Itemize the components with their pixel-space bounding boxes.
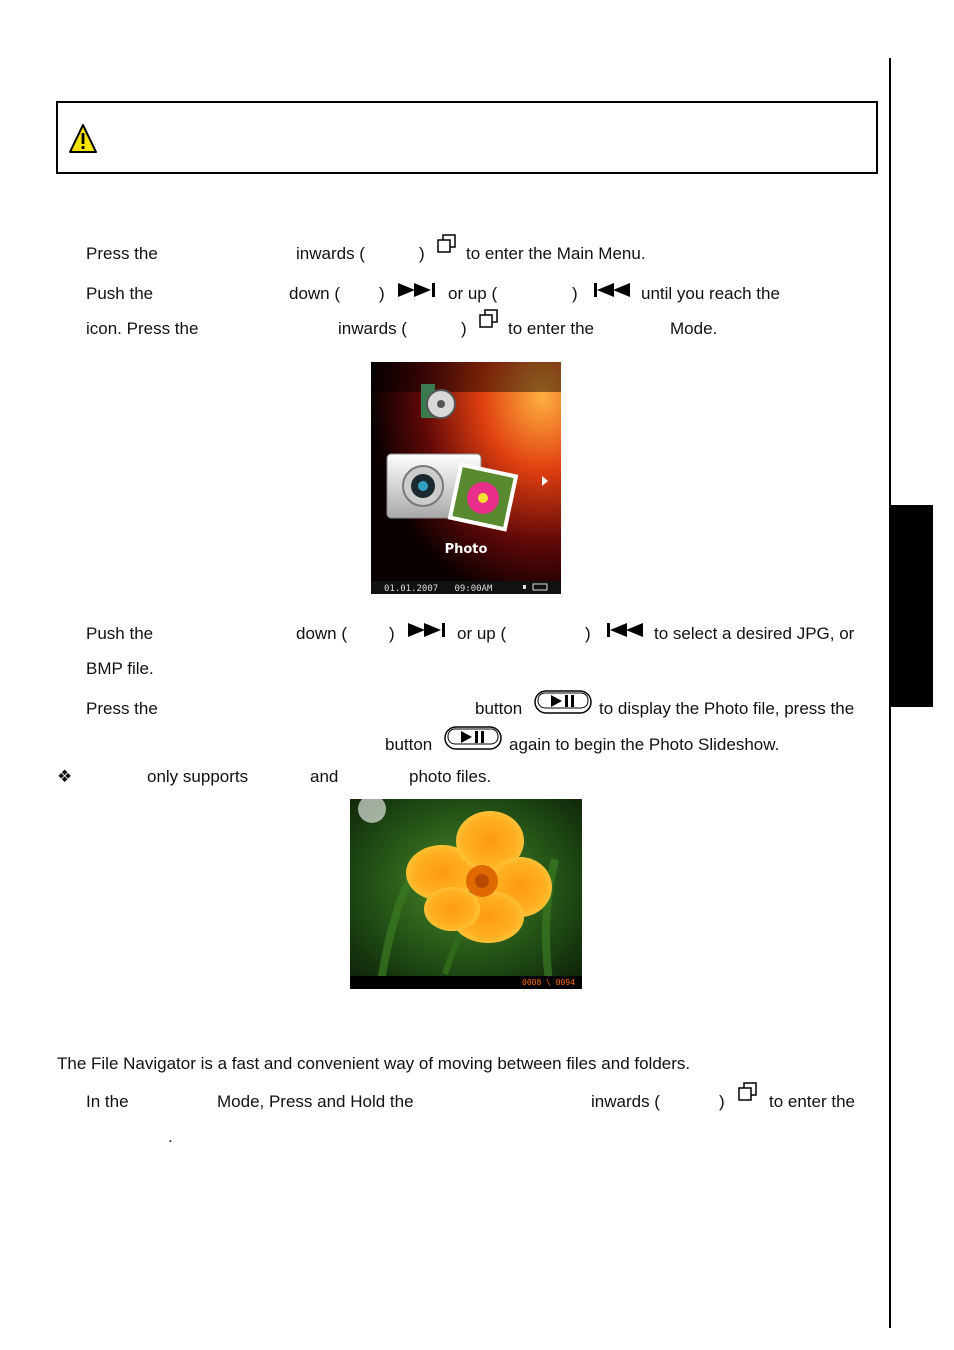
photo-view-screenshot <box>350 799 582 989</box>
warning-box <box>56 101 878 174</box>
next-icon <box>408 622 448 638</box>
step1-inwards: inwards ( <box>296 244 365 263</box>
section-tab <box>891 505 933 707</box>
step2-enter: to enter the <box>508 319 595 338</box>
file-nav-in-the: In the <box>86 1092 129 1111</box>
play-pause-icon <box>534 690 592 714</box>
step1-text: to enter the Main Menu. <box>466 244 646 263</box>
step2-until: until you reach the <box>641 284 780 303</box>
file-nav-mode: Mode, Press and Hold the <box>217 1092 414 1111</box>
photo-status-bar: 01.01.2007 09:00AM <box>384 584 493 594</box>
step3-or-up: or up ( <box>457 624 507 643</box>
play-pause-icon <box>444 726 502 750</box>
enter-icon <box>436 234 458 254</box>
step3-push: Push the <box>86 624 154 643</box>
photo-counter: 0008 \ 0094 <box>522 978 575 987</box>
step2-close1: ) <box>379 284 385 303</box>
file-nav-close: ) <box>719 1092 725 1111</box>
step2-close2: ) <box>572 284 578 303</box>
step3-bmp: BMP file. <box>86 659 154 678</box>
step4-button1: button <box>475 699 523 718</box>
file-nav-intro: The File Navigator is a fast and convenient way of moving between files and folders. <box>57 1054 691 1073</box>
previous-icon <box>592 282 632 298</box>
step2-or-up: or up ( <box>448 284 498 303</box>
step2-inwards: inwards ( <box>338 319 407 338</box>
step3-down: down ( <box>296 624 348 643</box>
warning-icon <box>68 123 98 155</box>
note-only: only supports <box>147 767 249 786</box>
step2-icon-press: icon. Press the <box>86 319 199 338</box>
previous-icon <box>605 622 645 638</box>
file-nav-inwards: inwards ( <box>591 1092 660 1111</box>
step2-push: Push the <box>86 284 154 303</box>
enter-icon <box>737 1082 759 1102</box>
step4-button2: button <box>385 735 433 754</box>
step4-press: Press the <box>86 699 158 718</box>
step4-again: again to begin the Photo Slideshow. <box>509 735 780 754</box>
step3-close1: ) <box>389 624 395 643</box>
step3-select: to select a desired JPG, or <box>654 624 855 643</box>
photo-menu-screenshot <box>371 362 561 594</box>
next-icon <box>398 282 438 298</box>
step1-press: Press the <box>86 244 158 263</box>
note-bullet: ❖ <box>57 767 73 786</box>
file-nav-enter: to enter the <box>769 1092 856 1111</box>
step2-mode: Mode. <box>670 319 718 338</box>
step3-close2: ) <box>585 624 591 643</box>
photo-label: Photo <box>444 542 488 557</box>
file-nav-period: . <box>168 1127 173 1146</box>
note-and: and <box>310 767 339 786</box>
step1-close: ) <box>419 244 425 263</box>
enter-icon <box>478 309 500 329</box>
step4-display: to display the Photo file, press the <box>599 699 855 718</box>
note-files: photo files. <box>409 767 492 786</box>
step2-close3: ) <box>461 319 467 338</box>
step2-down: down ( <box>289 284 341 303</box>
